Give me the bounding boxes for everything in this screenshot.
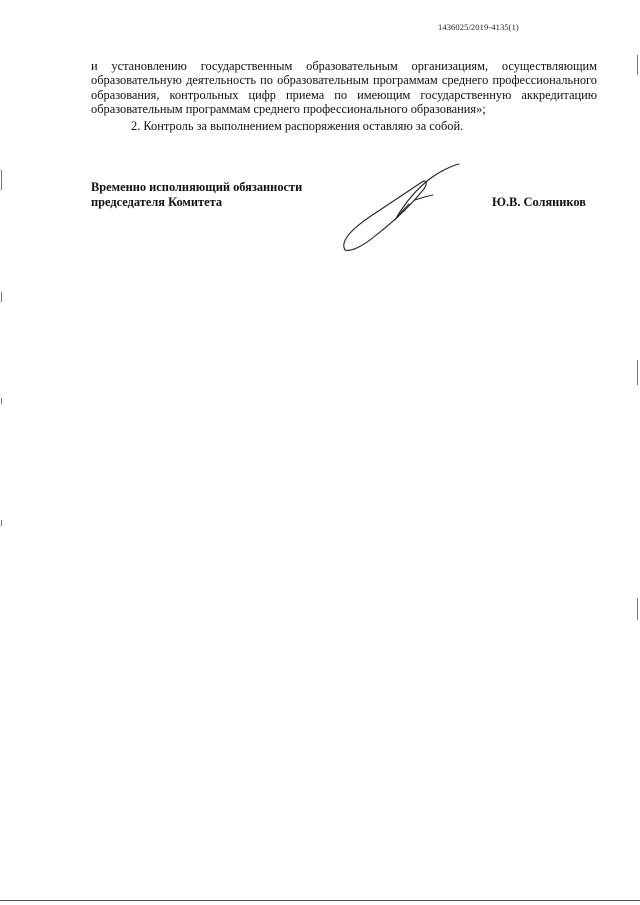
paragraph-continued: и установлению государственным образовательным организациям, осуществляющим образовательную деятельность по образовательным программам среднего профессионального образования, контрольных цифр приема по имеющим государственную аккредитацию образовательным программам среднего профессионального образования»; xyxy=(91,59,597,116)
scan-edge-mark xyxy=(637,55,638,75)
scan-edge-mark xyxy=(1,398,2,404)
handwritten-signature xyxy=(335,160,465,260)
signer-name: Ю.В. Соляников xyxy=(492,195,586,209)
scan-edge-mark xyxy=(1,292,2,302)
scan-edge-mark xyxy=(1,170,2,190)
document-number: 1436025/2019-4135(1) xyxy=(438,22,519,32)
paragraph-item-2: 2. Контроль за выполнением распоряжения оставляю за собой. xyxy=(131,119,464,134)
signer-title-line-2: председателя Комитета xyxy=(91,194,223,209)
scan-edge-mark xyxy=(1,520,2,526)
scan-bottom-edge xyxy=(0,900,640,901)
scan-edge-mark xyxy=(637,598,638,620)
document-body xyxy=(91,59,597,133)
scan-edge-mark xyxy=(637,360,638,385)
signer-title xyxy=(91,180,302,209)
signer-title-line-1: Временно исполняющий обязанности xyxy=(91,180,303,194)
